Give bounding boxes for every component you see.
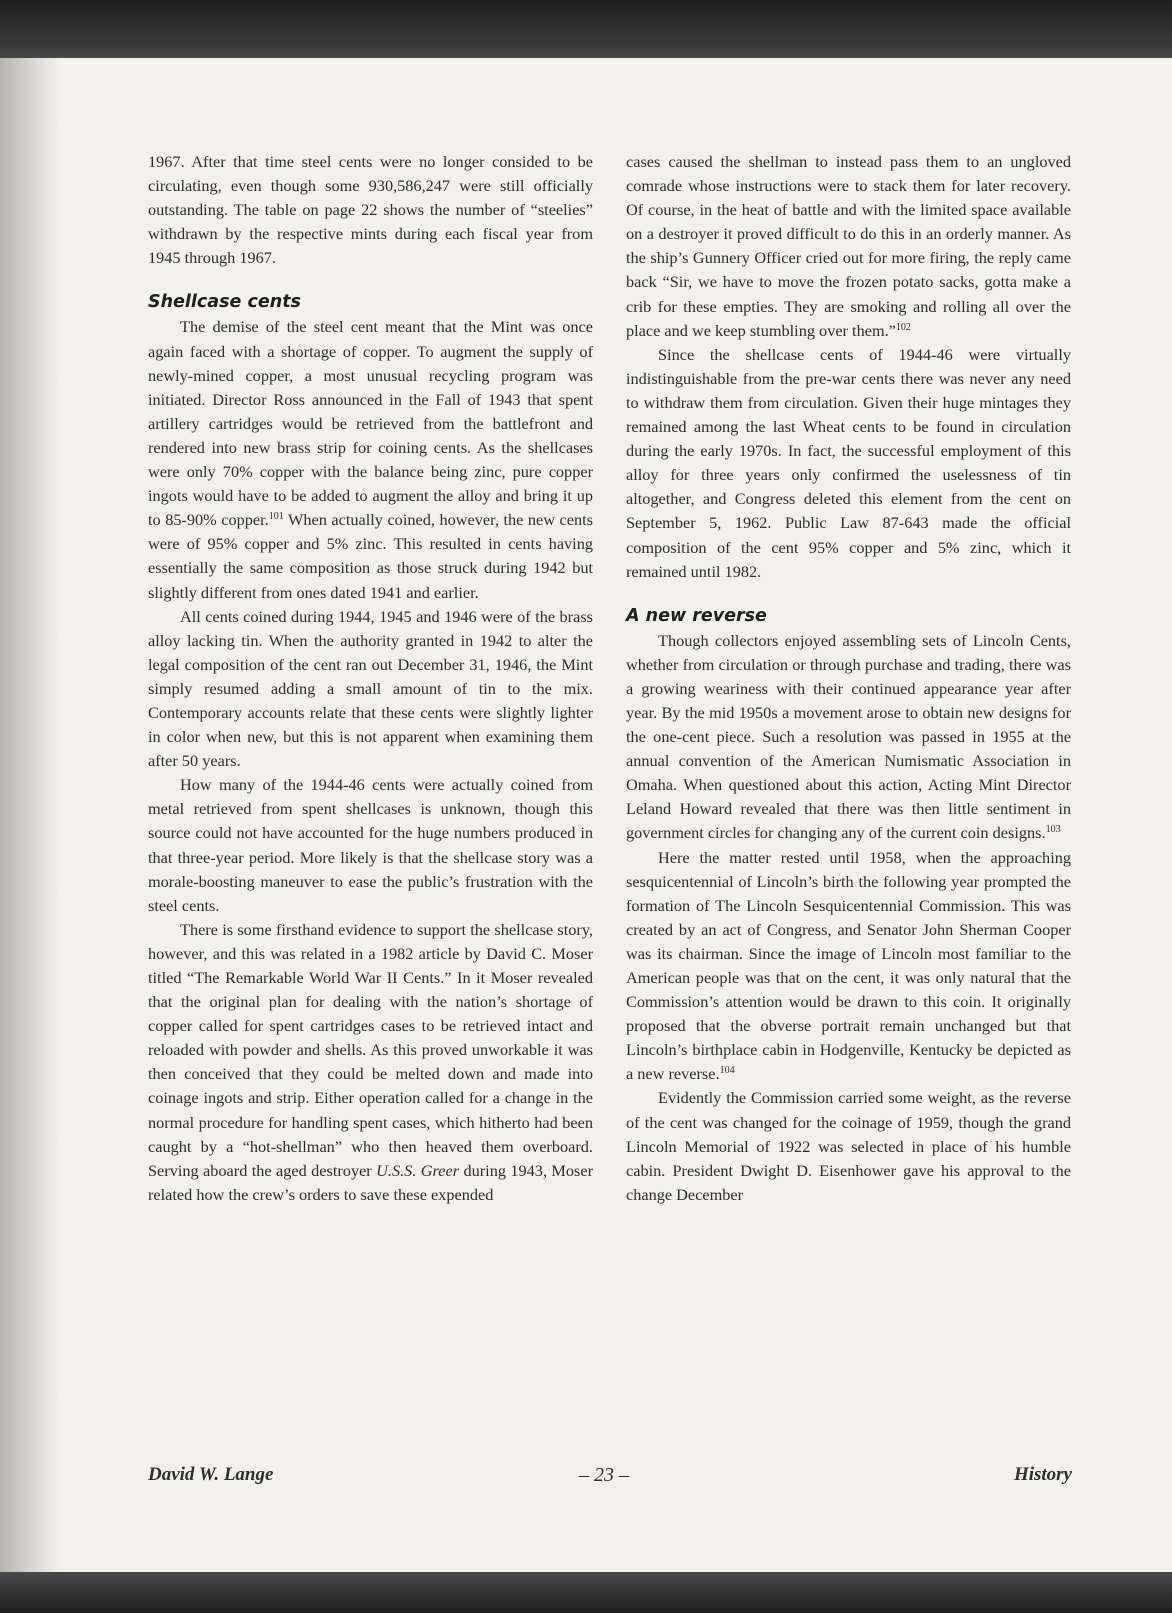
paragraph [626, 150, 1071, 343]
paragraph-text: The demise of the steel cent meant that the Mint was once again faced with a shortage of copper. To augment the supply of newly-mined copper, a most unusual recycling program was initiated. Director Ross announced in the Fall of 1943 that spent artillery cartridges would be retrieved from the battlefront and rendered into new brass strip for coining cents. As the shellcases were only 70% copper with the balance being zinc, pure copper ingots would have to be added to augment the alloy and bring it up to 85-90% copper. [148, 317, 593, 530]
page-number: – 23 – [579, 1464, 629, 1486]
paragraph-text: Though collectors enjoyed assembling sets of Lincoln Cents, whether from circulation or through purchase and trading, there was a growing weariness with their continued appearance year after year. By the mid 1950s a movement arose to obtain new designs for the one-cent piece. Such a resolution was passed in 1955 at the annual convention of the American Numismatic Association in Omaha. When questioned about this action, Acting Mint Director Leland Howard revealed that there was then little sentiment in government circles for changing any of the current coin designs. [626, 630, 1071, 843]
paragraph-text: cases caused the shellman to instead pass them to an ungloved comrade whose instructions were to stack them for later recovery. Of course, in the heat of battle and with the limited space available on a destroyer it proved difficult to do this in an orderly manner. As the ship’s Gunnery Officer cried out for more firing, the reply came back “Sir, we have to move the frozen potato sacks, gotta make a crib for these empties. They are smoking and rolling all over the place and we keep stumbling over them.” [626, 152, 1071, 340]
footnote-marker: 104 [719, 1065, 735, 1077]
paragraph: Evidently the Commission carried some weight, as the reverse of the cent was changed for the coinage of 1959, though the grand Lincoln Memorial of 1922 was selected in place of his humble cabin. President Dwight D. Eisenhower gave his approval to the change December [626, 1088, 1071, 1204]
paragraph: 1967. After that time steel cents were no longer consided to be circulating, even though some 930,586,247 were still officially outstanding. The table on page 22 shows the number of “steelies” withdrawn by the respective mints during each fiscal year from 1945 through 1967. [148, 152, 593, 268]
footer-section-title: History [1013, 1464, 1072, 1485]
section-heading-shellcase-cents: Shellcase cents [148, 292, 301, 313]
right-column [626, 150, 1071, 1207]
paragraph: How many of the 1944-46 cents were actually coined from metal retrieved from spent shellcases is unknown, though this source could not have accounted for the huge numbers produced in that three-year period. More likely is that the shellcase story was a morale-boosting maneuver to ease the public’s frustration with the steel cents. [148, 775, 593, 915]
paragraph-text: during 1943, Moser related how the crew’s orders to save these expended [148, 1160, 594, 1204]
paragraph [148, 918, 593, 1207]
ship-name: U.S.S. Greer [376, 1160, 460, 1180]
scan-border-top [0, 0, 1172, 62]
paragraph-text: There is some firsthand evidence to support the shellcase story, however, and this was related in a 1982 article by David C. Moser titled “The Remarkable World War II Cents.” In it Moser revealed that the original plan for dealing with the nation’s shortage of copper called for spent cartridges cases to be retrieved intact and reloaded with powder and shells. As this proved unworkable it was then conceived that they could be melted down and made into coinage ingots and strip. Either operation called for a change in the normal procedure for handling spent cases, which hitherto had been caught by a “hot-shellman” who then heaved them overboard. Serving aboard the aged destroyer [148, 919, 593, 1180]
footnote-marker: 103 [1045, 824, 1061, 836]
scan-border-bottom [0, 1572, 1172, 1613]
footer-author: David W. Lange [148, 1464, 274, 1485]
paragraph: Since the shellcase cents of 1944-46 were virtually indistinguishable from the pre-war cents there was never any need to withdraw them from circulation. Given their huge mintages they remained among the last Wheat cents to be found in circulation during the early 1970s. In fact, the successful employment of this alloy for three years only confirmed the uselessness of tin altogether, and Congress deleted this element from the cent on September 5, 1962. Public Law 87-643 made the official composition of the cent 95% copper and 5% zinc, which it remained until 1982. [626, 344, 1071, 581]
footnote-marker: 102 [895, 321, 911, 333]
paragraph [626, 846, 1071, 1087]
left-column [148, 150, 593, 1207]
page-gutter-shadow [0, 58, 60, 1574]
section-heading-new-reverse: A new reverse [626, 605, 767, 626]
paragraph [626, 629, 1071, 846]
paragraph-text: Here the matter rested until 1958, when the approaching sesquicentennial of Lincoln’s birth the following year prompted the formation of The Lincoln Sesquicentennial Commission. This was created by an act of Congress, and Senator John Sherman Cooper was its chairman. Since the image of Lincoln most familiar to the American people was that on the cent, it was only natural that the Commission’s attention would be drawn to this coin. It originally proposed that the obverse portrait remain unchanged but that Lincoln’s birthplace cabin in Hodgenville, Kentucky be depicted as a new reverse. [626, 847, 1071, 1084]
footnote-marker: 101 [268, 511, 284, 523]
paragraph-text: When actually coined, however, the new cents were of 95% copper and 5% zinc. This resulted in cents having essentially the same composition as those struck during 1942 but slightly different from ones dated 1941 and earlier. [148, 510, 593, 602]
paragraph: All cents coined during 1944, 1945 and 1946 were of the brass alloy lacking tin. When the authority granted in 1942 to alter the legal composition of the cent ran out December 31, 1946, the Mint simply resumed adding a small amount of tin to the mix. Contemporary accounts relate that these cents were slightly lighter in color when new, but this is not apparent when examining them after 50 years. [148, 606, 593, 771]
paragraph [148, 315, 593, 604]
